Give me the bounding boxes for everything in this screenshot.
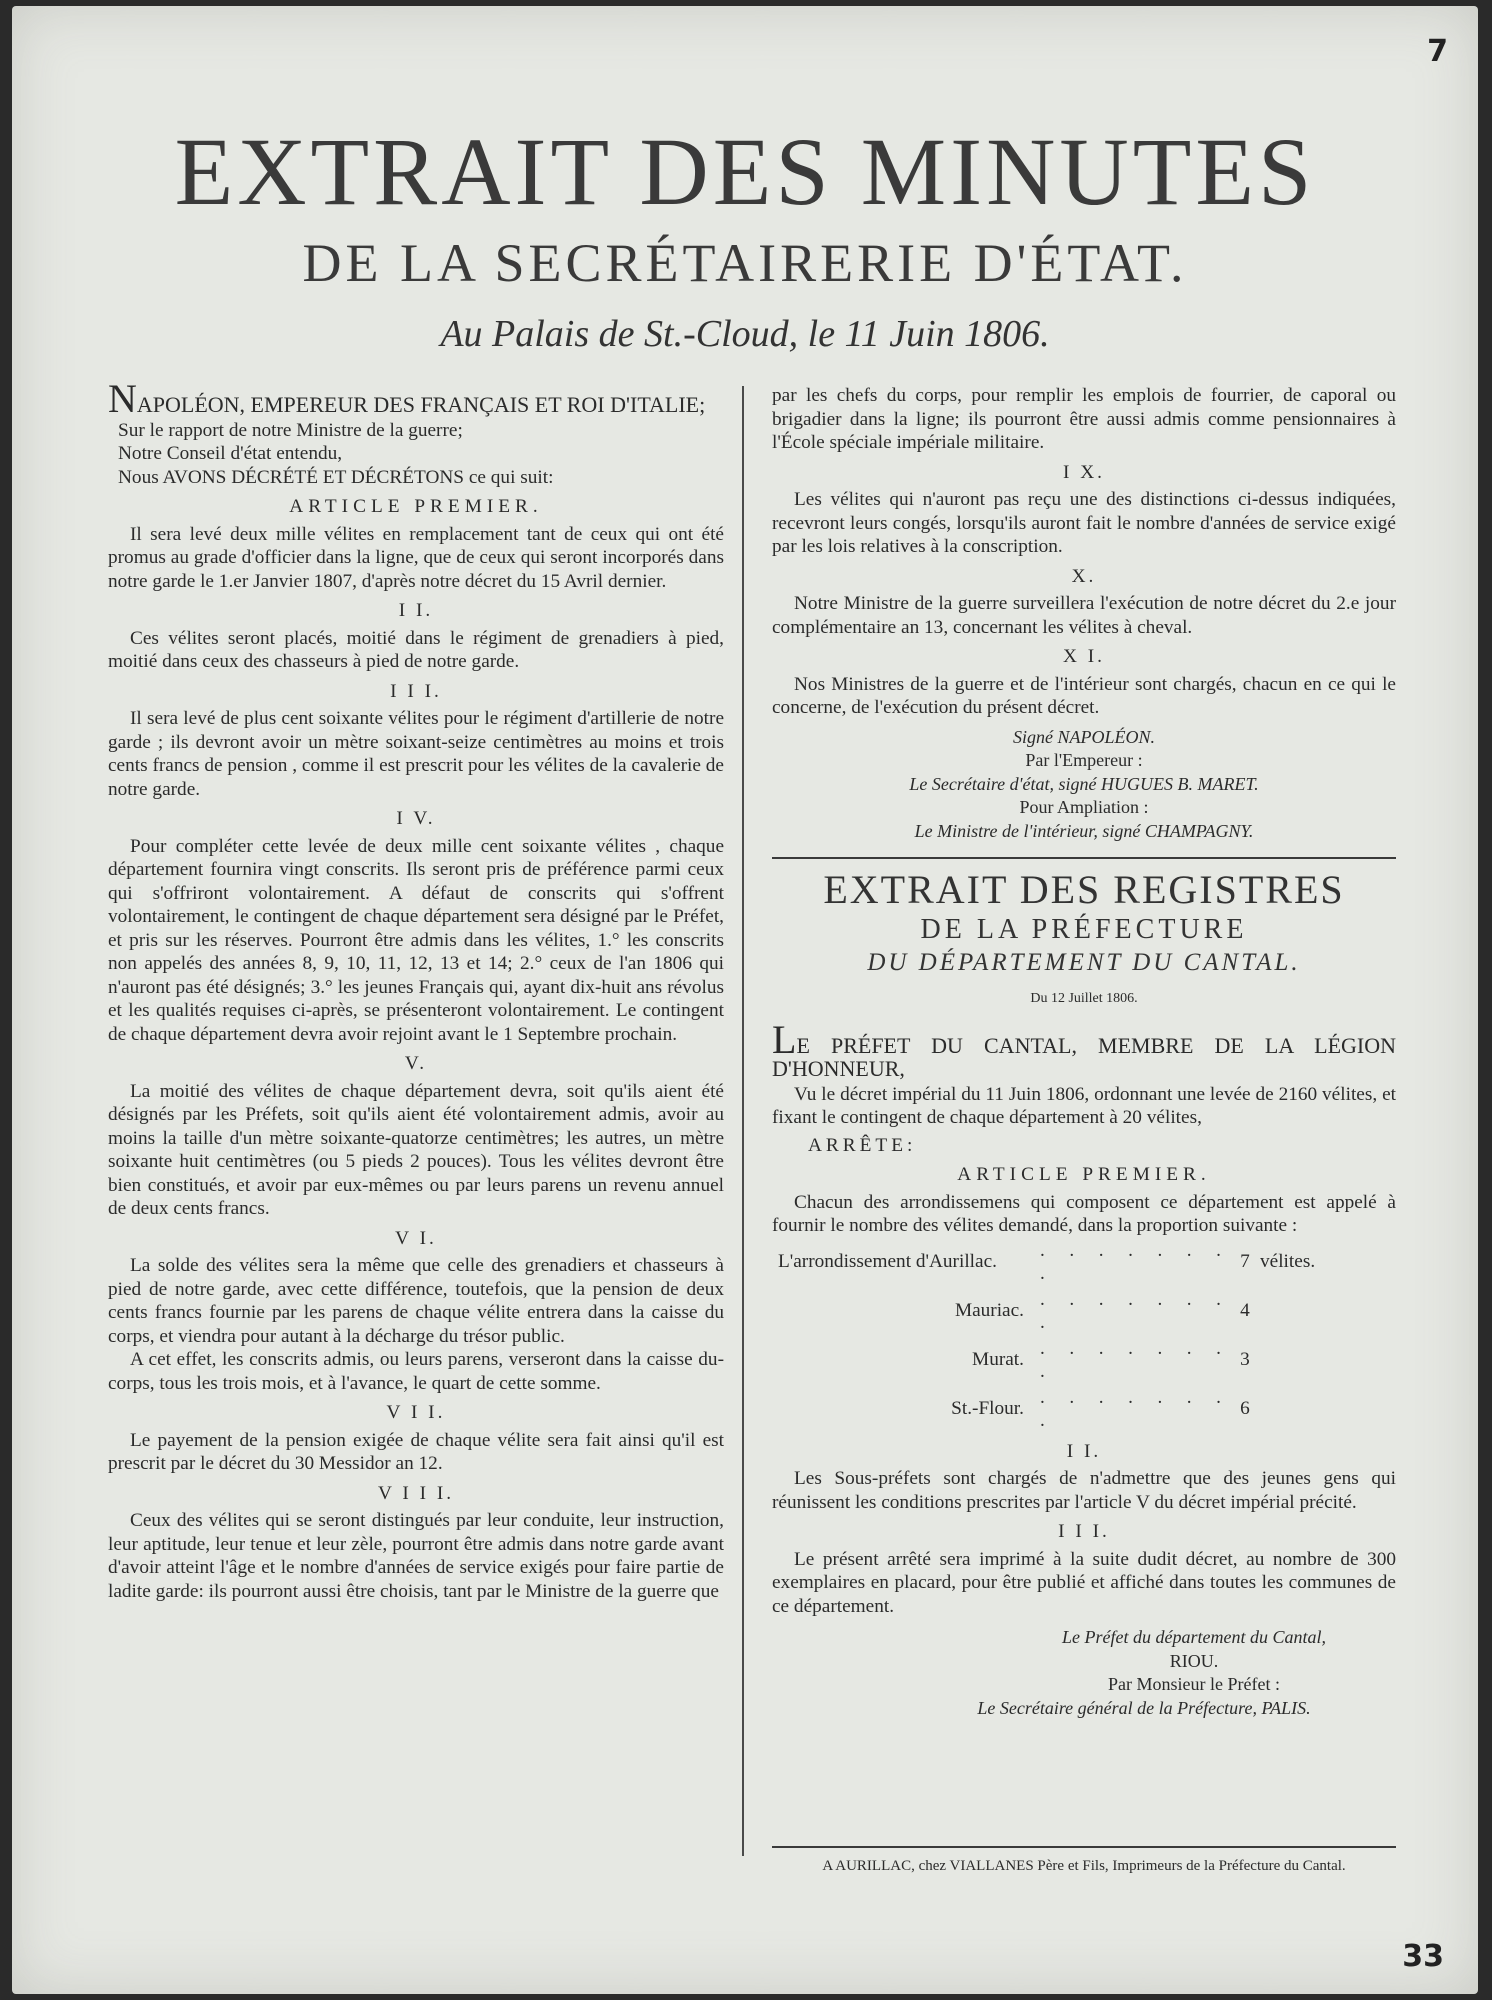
article-text: Les Sous-préfets sont chargés de n'admettre que des jeunes gens qui réunissent les conditions prescrites par l'article V du décret impérial précité. bbox=[772, 1468, 1396, 1513]
article-text: Ces vélites seront placés, moitié dans le régiment de grenadiers à pied, moitié dans ceux des chasseurs à pied de notre garde. bbox=[108, 627, 724, 672]
velites-count: 7 bbox=[1240, 1251, 1250, 1273]
article-number: I I. bbox=[398, 600, 434, 621]
article-number: I X. bbox=[1063, 461, 1105, 483]
article-text: La moitié des vélites de chaque département devra, soit qu'ils aient été désignés par les Préfets, soit qu'ils aient été volontairement admis, avoir au moins la taille d'un mètre soixante-quatorze centimètres; les autres, un mètre soixante huit centimètres (ou 5 pieds 2 pouces). Tous les vélites devront être bien constitués, et avoir par eux-mêmes ou par leurs parens un revenu annuel de deux cents francs. bbox=[108, 1080, 724, 1219]
signature-minister: Le Ministre de l'intérieur, signé CHAMPAGNY. bbox=[914, 820, 1254, 841]
prefecture-opening: LE PRÉFET DU CANTAL, MEMBRE DE LA LÉGION D'HONNEUR, bbox=[772, 1016, 1396, 1081]
article-number: I I I. bbox=[390, 680, 442, 702]
decree-opening: NAPOLÉON, EMPEREUR DES FRANÇAIS ET ROI D'ITALIE; bbox=[108, 376, 706, 421]
article-text: Il sera levé de plus cent soixante vélites pour le régiment d'artillerie de notre garde ; ils devront avoir un mètre soixant-seize centimètres au moins et trois cents francs de pension , comme il est prescrit pour les vélites de la cavalerie de notre garde. bbox=[108, 708, 724, 800]
signature-prefet-title: Le Préfet du département du Cantal, bbox=[1062, 1627, 1326, 1647]
article-text: par les chefs du corps, pour remplir les emplois de fourrier, de caporal ou brigadier dans la ligne; ils pourront être aussi admis comme pensionnaires à l'École spéciale impériale militaire. bbox=[772, 385, 1396, 453]
leader-dots: . . . . . . . . bbox=[1040, 1337, 1230, 1382]
document-sheet bbox=[12, 6, 1478, 1994]
table-row bbox=[778, 1238, 1315, 1287]
article-number: V I I I. bbox=[377, 1482, 455, 1504]
article-text: Les vélites qui n'auront pas reçu une des distinctions ci-dessus indiquées, recevront leurs congés, lorsqu'ils auront fait le nombre d'années de service exigé par les lois relatives à la conscription. bbox=[772, 489, 1396, 557]
velites-count: 4 bbox=[1240, 1300, 1250, 1322]
article-number: V. bbox=[404, 1053, 428, 1074]
article-text: Le présent arrêté sera imprimé à la suite dudit décret, au nombre de 300 exemplaires en placard, pour être publié et affiché dans toutes les communes de ce département. bbox=[772, 1548, 1396, 1617]
article-text: Pour compléter cette levée de deux mille cent soixante vélites , chaque département fournira vingt conscrits. Ils seront pris de préférence parmi ceux qui s'offriront volontairement. A défaut de conscrits qui s'offrent volontairement, le contingent de chaque département sera désigné par le Préfet, et pris sur les réserves. Pourront être admis dans les vélites, 1.° les conscrits non appelés des années 8, 9, 10, 11, 12, 13 et 14; 2.° ceux de l'an 1806 qui n'auront pas été désignés; 3.° les jeunes Français qui, ayant dix-huit ans révolus et les qualités requises ci-après, se présenteront volontairement. Le contingent de chaque département devra avoir rejoint avant le 1 Septembre prochain. bbox=[108, 835, 724, 1045]
arrete-heading: ARRÊTE: bbox=[808, 1134, 917, 1156]
page-title: EXTRAIT DES MINUTES bbox=[174, 118, 1316, 225]
article-text: Ceux des vélites qui se seront distingués par leur conduite, leur instruction, leur aptitude, leur tenue et leur zèle, pourront être admis dans notre garde avant d'avoir atteint l'âge et le nombre d'années de service exigés pour faire partie de ladite garde: ils pourront aussi être choisis, tant par le Ministre de la guerre que bbox=[108, 1510, 724, 1602]
article-text: Le payement de la pension exigée de chaque vélite sera fait ainsi qu'il est prescrit par le décret du 30 Messidor an 12. bbox=[108, 1429, 724, 1474]
section-rule bbox=[772, 857, 1396, 859]
arrondissement-name: Mauriac. bbox=[954, 1300, 1024, 1322]
prefecture-considering: Vu le décret impérial du 11 Juin 1806, ordonnant une levée de 2160 vélites, et fixant le contingent de chaque département à 20 vélites, bbox=[772, 1083, 1396, 1128]
column-divider bbox=[742, 386, 744, 1856]
velites-unit bbox=[1260, 1287, 1315, 1336]
article-number: V I I. bbox=[386, 1402, 446, 1423]
leader-dots: . . . . . . . . bbox=[1040, 1288, 1230, 1333]
prefecture-subtitle: DE LA PRÉFECTURE bbox=[920, 914, 1248, 945]
article-number: I V. bbox=[396, 808, 436, 829]
arrondissement-name: St.-Flour. bbox=[951, 1398, 1024, 1420]
table-row bbox=[778, 1336, 1315, 1385]
signature-secretary: Le Secrétaire d'état, signé HUGUES B. MARET. bbox=[909, 773, 1259, 794]
article-text: La solde des vélites sera la même que celle des grenadiers et chasseurs à pied de notre garde, avec cette différence, toutefois, que la pension de deux cents francs fournie par les parens de chaque vélite entrera dans la caisse du corps, et viendra pour autant à la décharge du trésor public. bbox=[108, 1255, 724, 1347]
page-subtitle: DE LA SECRÉTAIRERIE D'ÉTAT. bbox=[302, 233, 1188, 293]
decree-left-column bbox=[108, 376, 724, 1603]
article-heading: ARTICLE PREMIER. bbox=[289, 496, 543, 517]
article-heading: ARTICLE PREMIER. bbox=[957, 1164, 1211, 1185]
article-number: I I. bbox=[1066, 1440, 1102, 1462]
corner-number-top: 7 bbox=[1427, 34, 1448, 69]
signature-palis: Le Secrétaire général de la Préfecture, PALIS. bbox=[977, 1697, 1311, 1718]
article-number: V I. bbox=[395, 1227, 437, 1249]
allocation-table bbox=[778, 1238, 1315, 1434]
velites-count: 3 bbox=[1240, 1349, 1250, 1371]
preamble-line: Sur le rapport de notre Ministre de la guerre; bbox=[118, 419, 463, 441]
article-number: X. bbox=[1071, 565, 1097, 587]
article-number: I I I. bbox=[1058, 1521, 1110, 1542]
velites-unit bbox=[1260, 1336, 1315, 1385]
signature-riou: RIOU. bbox=[1169, 1650, 1219, 1671]
preamble-line: Notre Conseil d'état entendu, bbox=[118, 443, 343, 464]
leader-dots: . . . . . . . . bbox=[1040, 1386, 1230, 1431]
prefecture-department: DU DÉPARTEMENT DU CANTAL. bbox=[867, 949, 1301, 976]
signature-line: Pour Ampliation : bbox=[1019, 797, 1149, 817]
article-text: Notre Ministre de la guerre surveillera l'exécution de notre décret du 2.e jour complémentaire an 13, concernant les vélites à cheval. bbox=[772, 593, 1396, 638]
velites-unit: vélites. bbox=[1260, 1251, 1316, 1273]
arrondissement-name: Murat. bbox=[972, 1349, 1024, 1371]
signature-line: Par l'Empereur : bbox=[1025, 750, 1143, 770]
article-text: Nos Ministres de la guerre et de l'intérieur sont chargés, chacun en ce qui le concerne, de l'exécution du présent décret. bbox=[772, 673, 1396, 718]
table-row bbox=[778, 1385, 1315, 1434]
decree-right-column bbox=[772, 384, 1396, 1720]
arrondissement-name: L'arrondissement d'Aurillac. bbox=[778, 1251, 997, 1273]
leader-dots: . . . . . . . . bbox=[1040, 1239, 1230, 1284]
corner-number-bottom: 33 bbox=[1402, 1939, 1444, 1974]
signature-line: Par Monsieur le Préfet : bbox=[1108, 1674, 1280, 1694]
article-text: Il sera levé deux mille vélites en remplacement tant de ceux qui ont été promus au grade d'officier dans la ligne, que de ceux qui seront incorporés dans notre garde le 1.er Janvier 1807, d'après notre décret du 15 Avril dernier. bbox=[108, 523, 724, 592]
table-row bbox=[778, 1287, 1315, 1336]
article-text: A cet effet, les conscrits admis, ou leurs parens, verseront dans la caisse du-corps, tous les trois mois, et à l'avance, le quart de cette somme. bbox=[108, 1349, 724, 1394]
prefecture-title: EXTRAIT DES REGISTRES bbox=[823, 867, 1345, 912]
velites-count: 6 bbox=[1240, 1398, 1250, 1420]
velites-unit bbox=[1260, 1385, 1315, 1434]
article-text: Chacun des arrondissemens qui composent ce département est appelé à fournir le nombre des vélites demandé, dans la proportion suivante : bbox=[772, 1191, 1396, 1236]
article-number: X I. bbox=[1063, 646, 1105, 667]
preamble-line: Nous AVONS DÉCRÉTÉ ET DÉCRÉTONS ce qui suit: bbox=[118, 466, 554, 488]
signature-napoleon: Signé NAPOLÉON. bbox=[1013, 726, 1155, 747]
prefecture-date: Du 12 Juillet 1806. bbox=[1030, 991, 1138, 1006]
printer-imprint: A AURILLAC, chez VIALLANES Père et Fils, Imprimeurs de la Préfecture du Cantal. bbox=[822, 1858, 1346, 1874]
place-date: Au Palais de St.-Cloud, le 11 Juin 1806. bbox=[440, 313, 1050, 355]
footer-rule bbox=[772, 1846, 1396, 1848]
